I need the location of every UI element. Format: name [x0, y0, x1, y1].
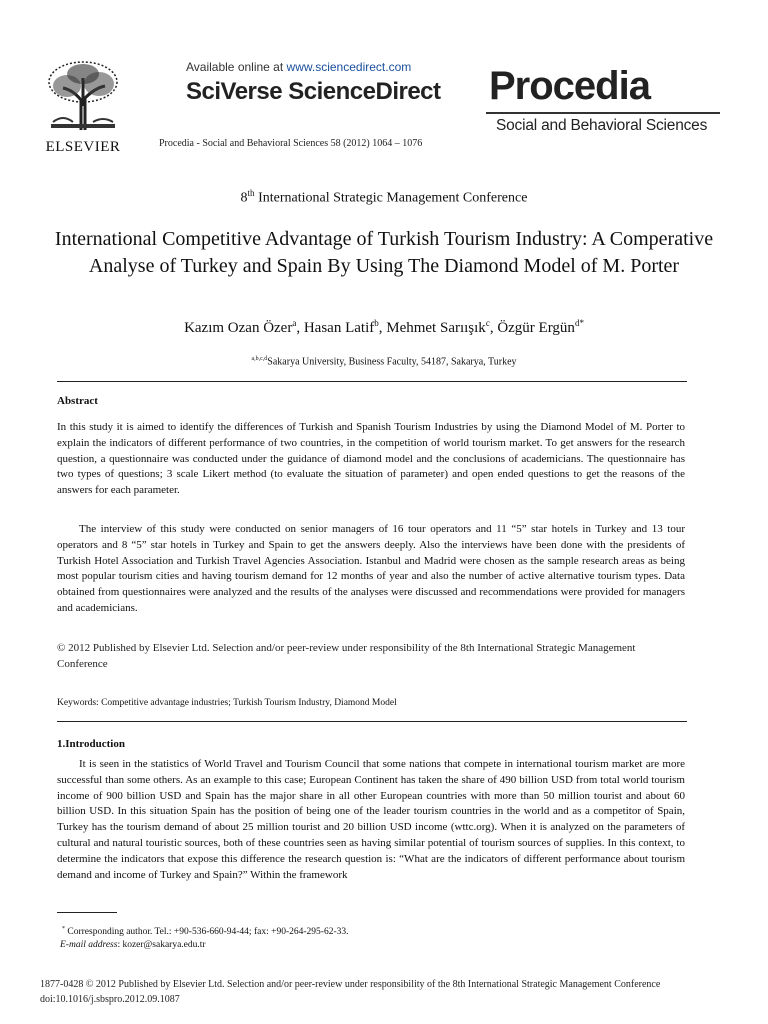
author: Hasan Latif	[303, 320, 375, 336]
email-link[interactable]: : kozer@sakarya.edu.tr	[117, 940, 206, 950]
available-online: Available online at www.sciencedirect.com	[186, 60, 412, 74]
sciencedirect-link[interactable]: www.sciencedirect.com	[286, 60, 412, 74]
introduction-heading: 1.Introduction	[57, 738, 125, 750]
journal-reference: Procedia - Social and Behavioral Sciences 58 (2012) 1064 – 1076	[159, 138, 423, 149]
footnote-rule	[57, 912, 117, 913]
elsevier-logo	[40, 60, 126, 155]
abstract-paragraph-1: In this study it is aimed to identify the differences of Turkish and Spanish Tourism Industries by using the Diamond Model of M. Porter to explain the indicators of different performance of two countries, in the competition of world tourism market. To get answers for the research question, a questionnaire was conducted under the guidance of diamond model and the conclusions of academicians. The questionnaire has two types of questions; 3 scale Likert method (to evaluate the situation of parameter) and open ended questions to get the reasons of the answers for each parameter.	[57, 421, 685, 497]
abstract-heading: Abstract	[57, 395, 98, 407]
procedia-subtitle: Social and Behavioral Sciences	[496, 117, 708, 134]
sciencedirect-brand: SciVerse ScienceDirect	[186, 78, 441, 105]
corresponding-author-note: * Corresponding author. Tel.: +90-536-660-94-44; fax: +90-264-295-62-33.	[62, 926, 349, 938]
author-list: Kazım Ozan Özer$^a$, Hasan Latif$^b$, Mehmet Sarıışık$^c$, Özgür Ergün$^{d*}$	[184, 318, 584, 336]
conference-line: 8th International Strategic Management Conference	[240, 188, 528, 206]
keywords: Keywords: Competitive advantage industries; Turkish Tourism Industry, Diamond Model	[57, 698, 397, 708]
abstract-bottom-rule	[57, 721, 687, 722]
abstract-top-rule	[57, 381, 687, 382]
abstract-copyright: © 2012 Published by Elsevier Ltd. Selection and/or peer-review under responsibility of the 8th International Strategic Management Conference	[57, 642, 636, 670]
procedia-logo	[486, 66, 720, 135]
issn-copyright: 1877-0428 © 2012 Published by Elsevier Ltd. Selection and/or peer-review under responsibility of the 8th International Strategic Management Conference	[40, 979, 661, 990]
introduction-paragraph: It is seen in the statistics of World Travel and Tourism Council that some nations that compete in international tourism market are more successful than some others. As an example to this case; European Continent has taken the share of 490 billion USD from total world tourism income of 900 billion USD and Spain has the major share in all other European countries with more than 50 million tourist and about 60 billion USD. In this situation Spain has the position of being one of the leader tourism countries in the world and as a competitor of Spain, Turkey has the tourism demand of about 25 million tourist and 20 billion USD income (wttc.org). When it is analyzed on the parameters of cultural and natural touristic sources, both of these countries seen as having similar potential of tourism sources of supplies. In this context, to determine the indicators that expose this difference the research question is: “What are the indicators of different performance about tourism demand and income of Turkey and Spain?” Within the framework	[57, 758, 685, 881]
author: Mehmet Sarıışık	[386, 320, 486, 336]
procedia-name: Procedia	[489, 64, 650, 108]
author: Özgür Ergün	[497, 320, 575, 336]
sciencedirect-block	[186, 60, 446, 106]
elsevier-tree-icon	[43, 60, 123, 132]
abstract-paragraph-2: The interview of this study were conducted on senior managers of 16 tour operators and 11 “5” star hotels in Turkey and 13 tour operators and 8 “5” star hotels in Turkey and Spain to get the answers deeply. Also the interviews have been done with the presidents of Turkish Hotel Association and Turkish Travel Agencies Association. Istanbul and Madrid were chosen as the sample research areas as being most popular tourism cities and having tourism demand for 12 months of year and also the number of active alternative tourism types. Data obtained from questionnaires were analyzed and the results of the analyses were discussed and recommendations were provided for managers and academicians.	[57, 523, 685, 614]
procedia-divider	[486, 112, 720, 114]
doi[interactable]: doi:10.1016/j.sbspro.2012.09.1087	[40, 994, 180, 1005]
paper-title: International Competitive Advantage of Turkish Tourism Industry: A Comperative Analyse of Turkey and Spain By Using The Diamond Model of M. Porter	[54, 228, 714, 277]
publisher-name: ELSEVIER	[45, 139, 121, 155]
author: Kazım Ozan Özer	[184, 320, 293, 336]
email-note: E-mail address: kozer@sakarya.edu.tr	[60, 940, 206, 950]
affiliation: $^{a,b,c,d}$Sakarya University, Business Faculty, 54187, Sakarya, Turkey	[251, 356, 517, 368]
page-footer	[40, 977, 740, 1007]
